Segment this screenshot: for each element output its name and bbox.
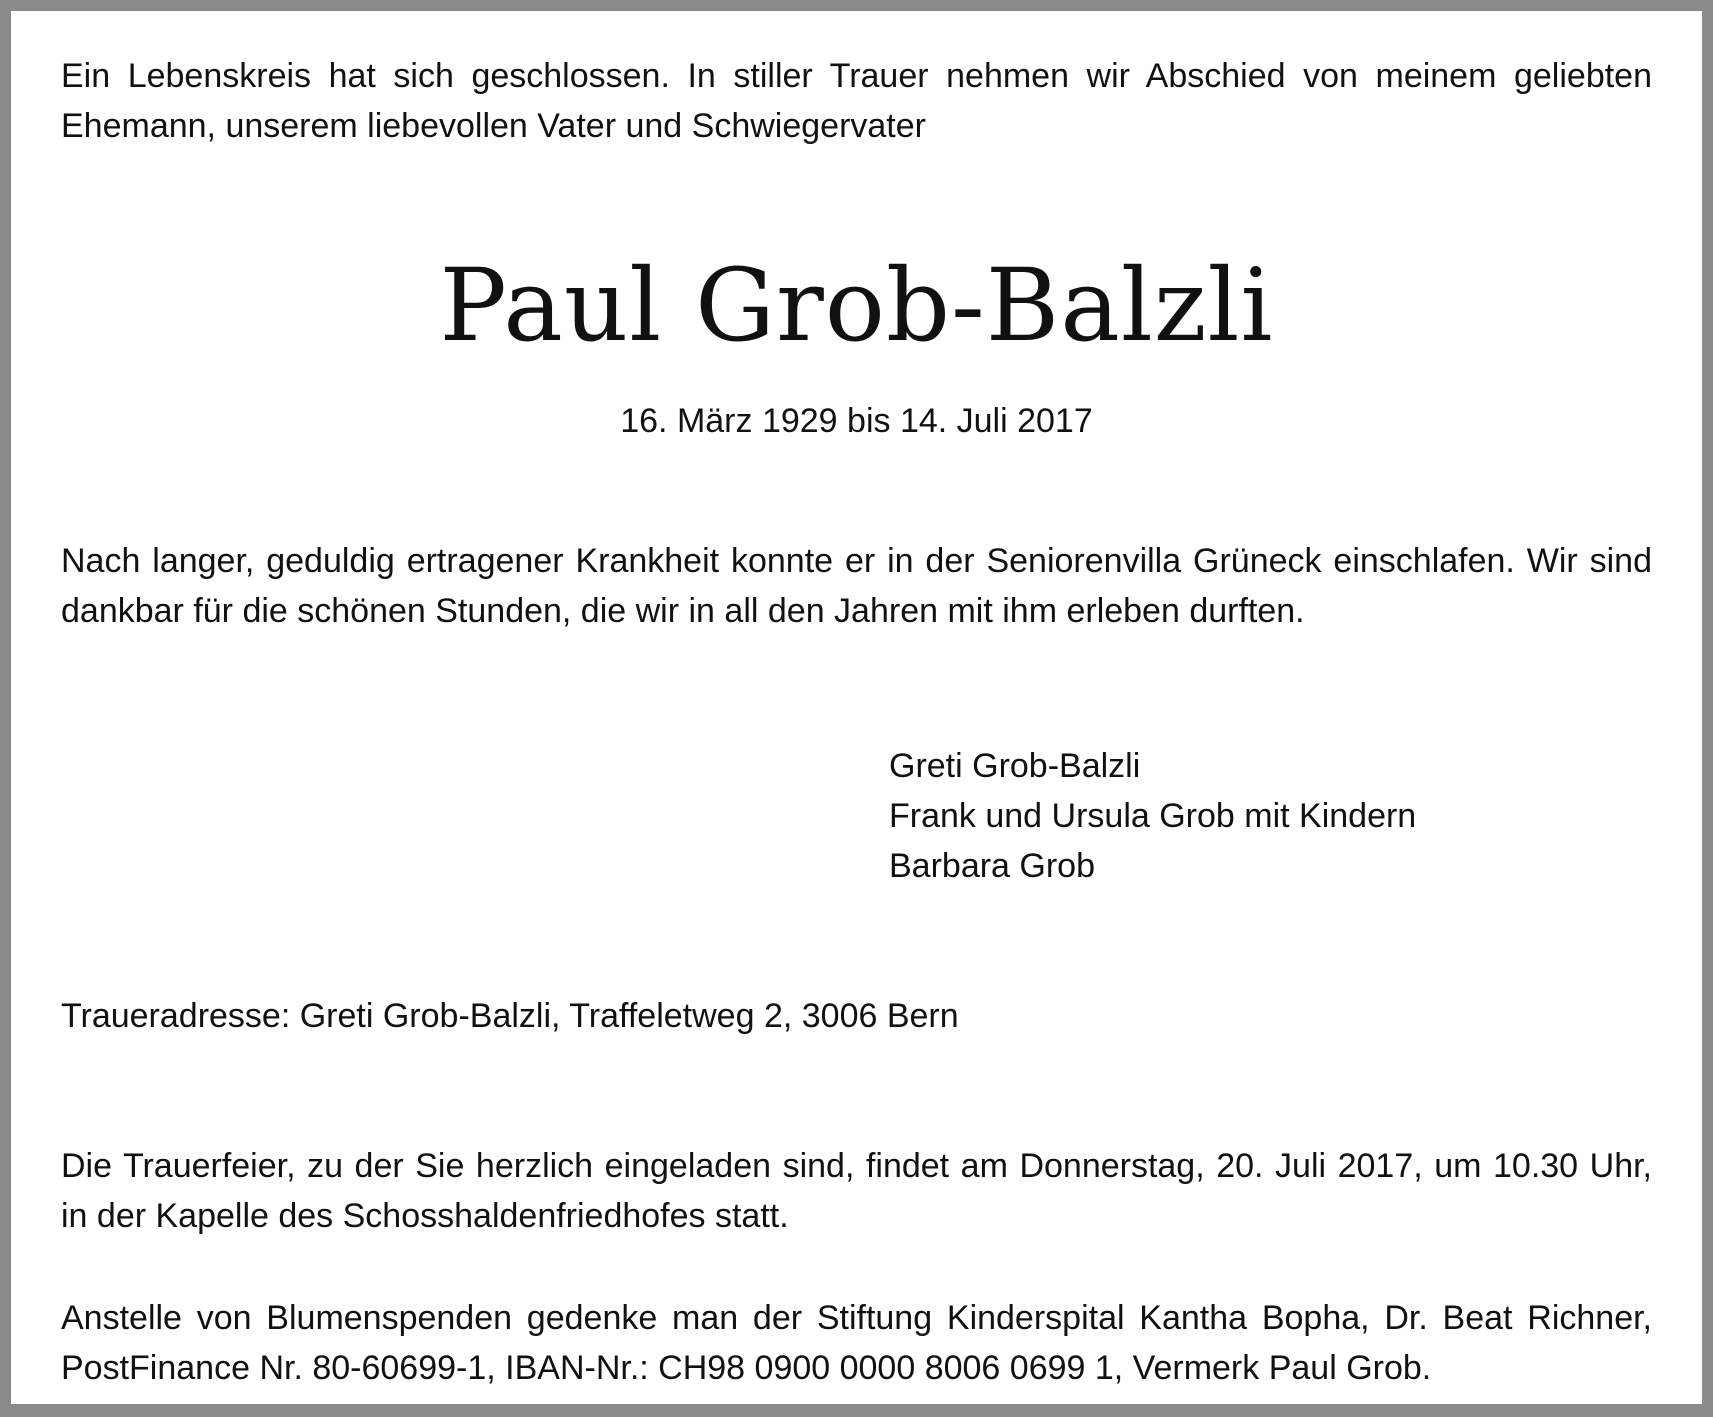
notice-message: Nach langer, geduldig ertragener Krankheit konnte er in der Seniorenvilla Grüneck einschlafen. Wir sind dankbar für die schönen Stunden, die wir in all den Jahren mit ihm erleben durften. — [61, 542, 1652, 630]
mourner-name: Barbara Grob — [889, 847, 1095, 885]
obituary-page — [11, 11, 1702, 1404]
mourners-list — [889, 741, 1416, 891]
donation-info: Anstelle von Blumenspenden gedenke man der Stiftung Kinderspital Kantha Bopha, Dr. Beat Richner, PostFinance Nr. 80-60699-1, IBAN-Nr.: CH98 0900 0000 8006 0699 1, Vermerk Paul Grob. — [61, 1299, 1652, 1387]
ceremony-info: Die Trauerfeier, zu der Sie herzlich eingeladen sind, findet am Donnerstag, 20. Juli 2017, um 10.30 Uhr, in der Kapelle des Schosshaldenfriedhofes statt. — [61, 1147, 1652, 1235]
deceased-name: Paul Grob-Balzli — [439, 247, 1274, 364]
intro-text: Ein Lebenskreis hat sich geschlossen. In stiller Trauer nehmen wir Abschied von meinem geliebten Ehemann, unserem liebevollen Vater und Schwiegervater — [61, 57, 1652, 145]
mourner-name: Frank und Ursula Grob mit Kindern — [889, 797, 1417, 835]
mourner-name: Greti Grob-Balzli — [889, 747, 1141, 785]
mourning-address: Traueradresse: Greti Grob-Balzli, Traffeletweg 2, 3006 Bern — [61, 997, 959, 1035]
life-dates: 16. März 1929 bis 14. Juli 2017 — [620, 402, 1093, 440]
